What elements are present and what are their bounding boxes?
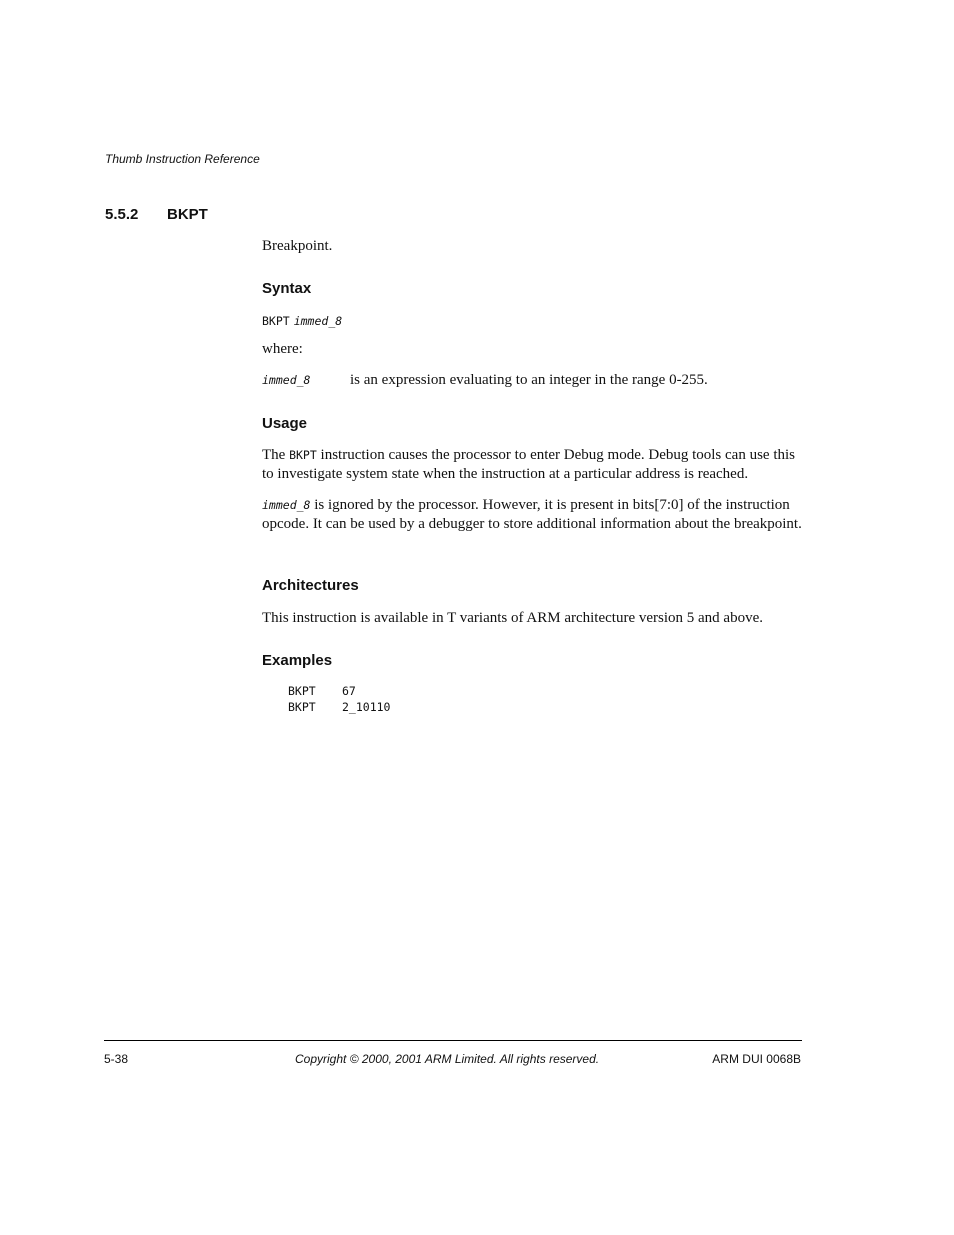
- example-line: [288, 684, 356, 698]
- running-header: Thumb Instruction Reference: [105, 152, 260, 166]
- examples-heading: Examples: [262, 652, 333, 669]
- syntax-mnemonic: BKPT: [262, 314, 290, 328]
- page-number: 5-38: [104, 1052, 129, 1066]
- section-title: BKPT: [167, 206, 208, 223]
- architectures-heading: Architectures: [262, 577, 359, 594]
- usage-paragraph-2: [262, 496, 807, 534]
- architectures-text: This instruction is available in T variants of ARM architecture version 5 and above.: [262, 610, 763, 626]
- usage-p1-pre: The: [262, 447, 290, 463]
- syntax-operand: immed_8: [293, 314, 343, 328]
- usage-p2-code: immed_8: [262, 498, 311, 512]
- param-description: is an expression evaluating to an integer in the range 0-255.: [350, 372, 708, 388]
- example-operand: 2_10110: [342, 700, 391, 714]
- document-id: ARM DUI 0068B: [712, 1052, 801, 1066]
- example-mnemonic: BKPT: [288, 700, 316, 714]
- usage-p2-post: is ignored by the processor. However, it is present in bits[7:0] of the instruction opcode. It can be used by a debugger to store additional information about the breakpoint.: [262, 497, 802, 532]
- intro-text: Breakpoint.: [262, 238, 333, 254]
- syntax-line: [262, 312, 342, 330]
- copyright-notice: Copyright © 2000, 2001 ARM Limited. All rights reserved.: [295, 1052, 600, 1066]
- usage-p1-code: BKPT: [289, 448, 317, 462]
- usage-paragraph-1: [262, 446, 807, 484]
- example-line: [288, 700, 390, 714]
- syntax-heading: Syntax: [262, 280, 312, 297]
- usage-p1-post: instruction causes the processor to enter Debug mode. Debug tools can use this to investigate system state when the instruction at a particular address is reached.: [262, 447, 796, 482]
- where-label: where:: [262, 341, 303, 357]
- example-mnemonic: BKPT: [288, 684, 316, 698]
- usage-heading: Usage: [262, 415, 308, 432]
- section-number: 5.5.2: [105, 206, 139, 223]
- param-name: immed_8: [262, 373, 311, 387]
- footer-rule: [104, 1040, 802, 1041]
- example-operand: 67: [342, 684, 356, 698]
